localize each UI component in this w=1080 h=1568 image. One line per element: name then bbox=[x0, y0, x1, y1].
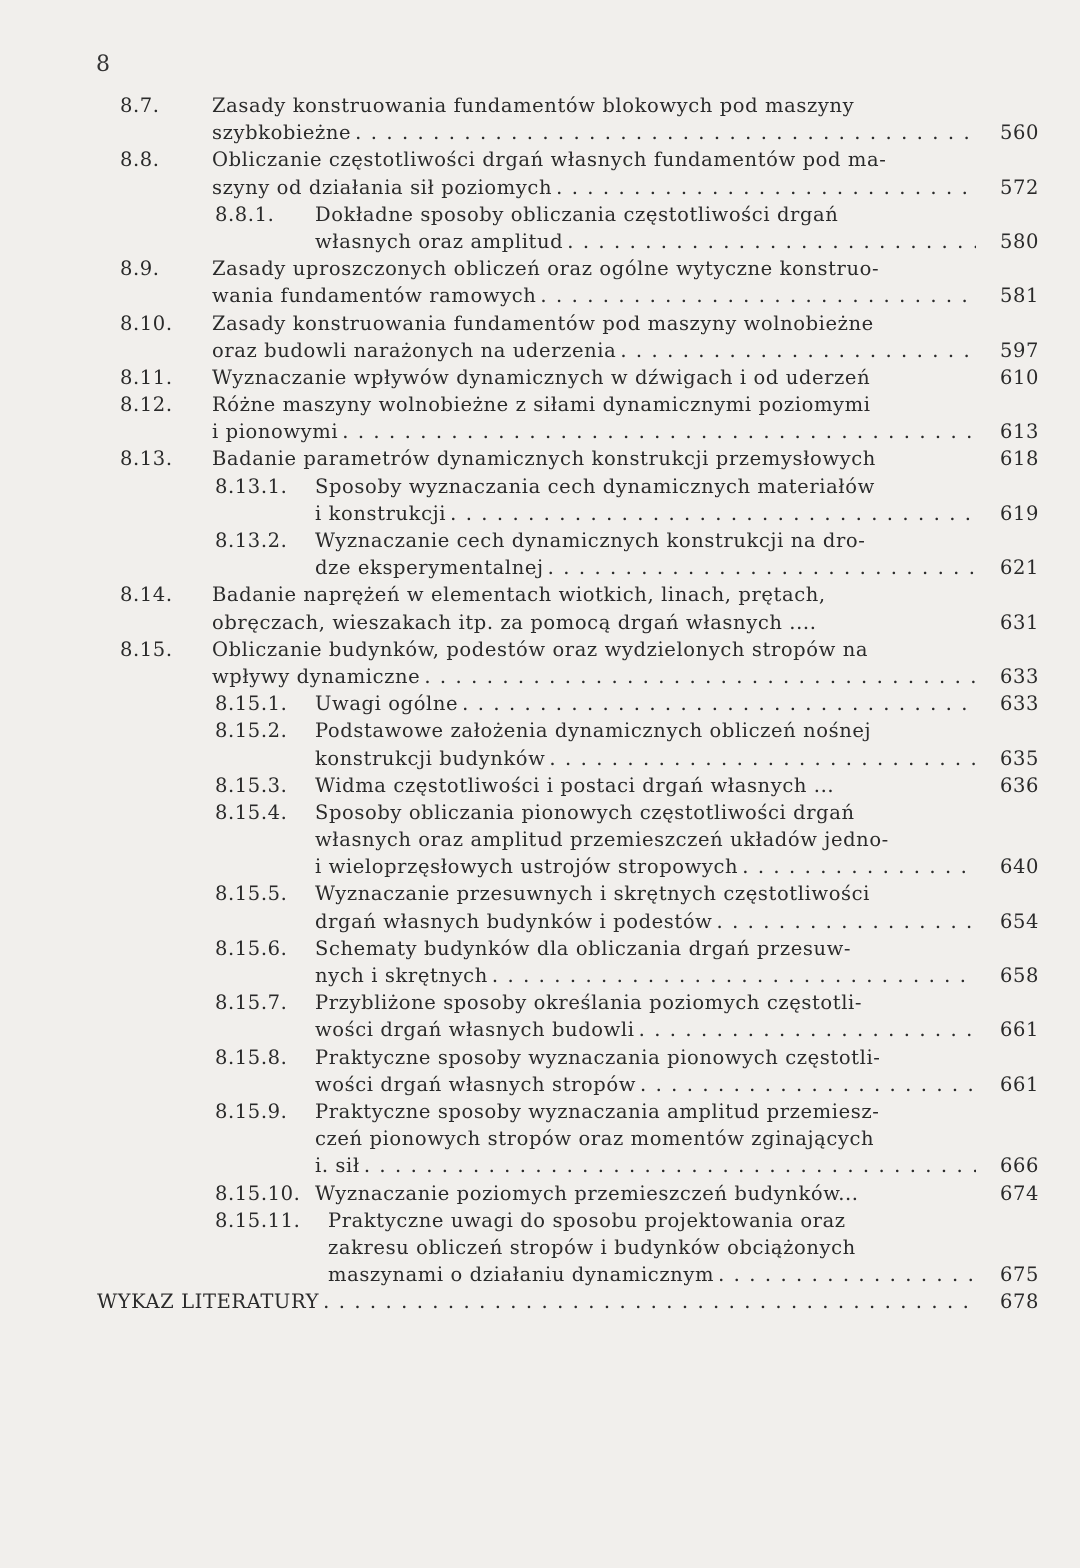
section-title: własnych oraz amplitud bbox=[315, 229, 564, 253]
section-number: 8.7. bbox=[120, 94, 160, 117]
toc-line bbox=[0, 1261, 1080, 1288]
toc-line bbox=[0, 500, 1080, 527]
page-ref: 666 bbox=[1000, 1154, 1040, 1178]
page-ref: 572 bbox=[1000, 175, 1040, 199]
toc-line bbox=[0, 174, 1080, 201]
toc-line bbox=[0, 989, 1080, 1016]
dot-leader bbox=[556, 174, 976, 201]
dot-leader bbox=[640, 1071, 976, 1098]
section-title: Zasady konstruowania fundamentów blokowych pod maszyny bbox=[212, 94, 855, 117]
section-title: szybkobieżne bbox=[212, 121, 352, 145]
dot-leader bbox=[355, 119, 976, 146]
toc-line bbox=[0, 1044, 1080, 1071]
toc-line bbox=[0, 1234, 1080, 1261]
toc-line bbox=[0, 880, 1080, 907]
page-ref: 631 bbox=[1000, 610, 1040, 634]
section-number: 8.13.1. bbox=[215, 474, 288, 498]
section-number: 8.15.2. bbox=[215, 719, 288, 743]
section-number: 8.15.10. bbox=[215, 1181, 301, 1205]
section-title: Widma częstotliwości i postaci drgań własnych ... bbox=[315, 773, 835, 797]
page-ref: 678 bbox=[1000, 1290, 1040, 1314]
section-title: wości drgań własnych budowli bbox=[315, 1018, 635, 1042]
toc-entry bbox=[0, 473, 1080, 527]
toc-entry bbox=[0, 880, 1080, 934]
toc-line bbox=[0, 310, 1080, 337]
toc-entry bbox=[0, 581, 1080, 635]
section-title: Obliczanie budynków, podestów oraz wydzielonych stropów na bbox=[212, 637, 869, 661]
section-title: konstrukcji budynków bbox=[315, 746, 546, 770]
section-title: Dokładne sposoby obliczania częstotliwości drgań bbox=[315, 202, 839, 226]
dot-leader bbox=[639, 1016, 976, 1043]
section-title: Podstawowe założenia dynamicznych obliczeń nośnej bbox=[315, 719, 872, 743]
toc-entry bbox=[0, 690, 1080, 717]
section-number: 8.15.8. bbox=[215, 1045, 288, 1069]
toc-entry bbox=[0, 364, 1080, 391]
toc-line bbox=[0, 1125, 1080, 1152]
section-title: Różne maszyny wolnobieżne z siłami dynamicznymi poziomymi bbox=[212, 393, 871, 417]
toc-entry bbox=[0, 1207, 1080, 1289]
section-title: Sposoby wyznaczania cech dynamicznych materiałów bbox=[315, 474, 875, 498]
page-ref: 610 bbox=[1000, 365, 1040, 389]
page-ref: 661 bbox=[1000, 1072, 1040, 1096]
section-title: i konstrukcji bbox=[315, 501, 447, 525]
toc-line bbox=[0, 146, 1080, 173]
page-ref: 621 bbox=[1000, 556, 1040, 580]
toc-entry bbox=[0, 636, 1080, 690]
toc-line bbox=[0, 1071, 1080, 1098]
dot-leader bbox=[342, 418, 976, 445]
toc-line bbox=[0, 772, 1080, 799]
toc-entry bbox=[0, 989, 1080, 1043]
toc-line bbox=[0, 717, 1080, 744]
toc-line bbox=[0, 337, 1080, 364]
page-ref: 658 bbox=[1000, 964, 1040, 987]
dot-leader bbox=[540, 282, 976, 309]
toc-entry bbox=[0, 1044, 1080, 1098]
toc-line bbox=[0, 201, 1080, 228]
page-ref: 613 bbox=[1000, 420, 1040, 444]
dot-leader bbox=[549, 745, 976, 772]
toc-line bbox=[0, 636, 1080, 663]
table-of-contents bbox=[0, 92, 1080, 1315]
toc-line bbox=[0, 826, 1080, 853]
toc-entry bbox=[0, 255, 1080, 309]
dot-leader bbox=[364, 1152, 976, 1179]
section-number: 8.15.7. bbox=[215, 991, 288, 1015]
section-number: 8.15.5. bbox=[215, 882, 288, 906]
dot-leader bbox=[424, 663, 976, 690]
dot-leader bbox=[462, 690, 976, 717]
dot-leader bbox=[450, 500, 976, 527]
toc-entry bbox=[0, 1288, 1080, 1315]
toc-entry bbox=[0, 772, 1080, 799]
toc-entry bbox=[0, 391, 1080, 445]
toc-line bbox=[0, 473, 1080, 500]
section-number: 8.13.2. bbox=[215, 529, 288, 552]
section-number: 8.9. bbox=[120, 257, 160, 281]
section-number: 8.10. bbox=[120, 311, 173, 335]
page-ref: 661 bbox=[1000, 1018, 1040, 1042]
toc-line bbox=[0, 609, 1080, 636]
toc-line bbox=[0, 799, 1080, 826]
page-ref: 635 bbox=[1000, 746, 1040, 770]
toc-entry bbox=[0, 310, 1080, 364]
toc-line bbox=[0, 935, 1080, 962]
toc-line bbox=[0, 1152, 1080, 1179]
section-title: i. sił bbox=[315, 1154, 360, 1178]
section-title: WYKAZ LITERATURY bbox=[97, 1290, 320, 1314]
toc-entry bbox=[0, 1180, 1080, 1207]
dot-leader bbox=[548, 554, 976, 581]
section-number: 8.14. bbox=[120, 583, 173, 607]
dot-leader bbox=[716, 908, 976, 935]
section-title: obręczach, wieszakach itp. za pomocą drgań własnych .... bbox=[212, 610, 817, 634]
section-title: szyny od działania sił poziomych bbox=[212, 175, 553, 199]
toc-line bbox=[0, 1207, 1080, 1234]
page-ref: 581 bbox=[1000, 284, 1040, 308]
toc-line bbox=[0, 364, 1080, 391]
section-title: Sposoby obliczania pionowych częstotliwości drgań bbox=[315, 800, 855, 824]
section-title: maszynami o działaniu dynamicznym bbox=[328, 1263, 715, 1287]
section-number: 8.15.4. bbox=[215, 800, 288, 824]
section-number: 8.15.11. bbox=[215, 1208, 301, 1232]
section-title: Przybliżone sposoby określania poziomych częstotli- bbox=[315, 991, 863, 1015]
toc-line bbox=[0, 1098, 1080, 1125]
toc-line bbox=[0, 1016, 1080, 1043]
toc-entry bbox=[0, 92, 1080, 146]
section-number: 8.15.9. bbox=[215, 1099, 288, 1123]
toc-line bbox=[0, 527, 1080, 554]
section-number: 8.11. bbox=[120, 365, 173, 389]
section-title: Zasady uproszczonych obliczeń oraz ogólne wytyczne konstruo- bbox=[212, 257, 880, 281]
toc-entry bbox=[0, 527, 1080, 581]
toc-line bbox=[0, 1288, 1080, 1315]
page-ref: 597 bbox=[1000, 338, 1040, 362]
dot-leader bbox=[718, 1261, 976, 1288]
toc-entry bbox=[0, 201, 1080, 255]
toc-line bbox=[0, 690, 1080, 717]
section-title: Wyznaczanie wpływów dynamicznych w dźwigach i od uderzeń bbox=[212, 365, 871, 389]
section-title: Zasady konstruowania fundamentów pod maszyny wolnobieżne bbox=[212, 311, 874, 335]
section-number: 8.15.1. bbox=[215, 692, 288, 716]
toc-entry bbox=[0, 445, 1080, 472]
section-title: wości drgań własnych stropów bbox=[315, 1072, 636, 1096]
section-title: własnych oraz amplitud przemieszczeń układów jedno- bbox=[315, 828, 889, 852]
toc-line bbox=[0, 282, 1080, 309]
toc-line bbox=[0, 255, 1080, 282]
toc-line bbox=[0, 554, 1080, 581]
toc-line bbox=[0, 119, 1080, 146]
section-title: i pionowymi bbox=[212, 420, 339, 444]
dot-leader bbox=[620, 337, 976, 364]
dot-leader bbox=[492, 962, 976, 989]
section-title: Wyznaczanie cech dynamicznych konstrukcji na dro- bbox=[315, 529, 866, 552]
toc-entry bbox=[0, 146, 1080, 200]
page-number: 8 bbox=[96, 52, 110, 77]
page-ref: 640 bbox=[1000, 855, 1040, 879]
page-ref: 674 bbox=[1000, 1181, 1040, 1205]
page-ref: 675 bbox=[1000, 1263, 1040, 1287]
toc-line bbox=[0, 581, 1080, 608]
section-title: Wyznaczanie przesuwnych i skrętnych częstotliwości bbox=[315, 882, 871, 906]
section-title: i wieloprzęsłowych ustrojów stropowych bbox=[315, 855, 739, 879]
toc-line bbox=[0, 391, 1080, 418]
toc-line bbox=[0, 418, 1080, 445]
page-ref: 654 bbox=[1000, 909, 1040, 933]
toc-line bbox=[0, 745, 1080, 772]
toc-line bbox=[0, 92, 1080, 119]
page-ref: 633 bbox=[1000, 692, 1040, 716]
section-title: dze eksperymentalnej bbox=[315, 556, 544, 580]
section-number: 8.15.3. bbox=[215, 773, 288, 797]
page-ref: 636 bbox=[1000, 773, 1040, 797]
toc-entry bbox=[0, 1098, 1080, 1180]
section-title: Badanie parametrów dynamicznych konstrukcji przemysłowych bbox=[212, 447, 876, 471]
section-title: Praktyczne uwagi do sposobu projektowania oraz bbox=[328, 1208, 846, 1232]
section-title: Schematy budynków dla obliczania drgań przesuw- bbox=[315, 936, 852, 960]
toc-line bbox=[0, 853, 1080, 880]
section-title: oraz budowli narażonych na uderzenia bbox=[212, 338, 617, 362]
page-ref: 580 bbox=[1000, 229, 1040, 253]
toc-line bbox=[0, 908, 1080, 935]
section-number: 8.15.6. bbox=[215, 936, 288, 960]
toc-line bbox=[0, 1180, 1080, 1207]
page-ref: 633 bbox=[1000, 664, 1040, 688]
section-title: wania fundamentów ramowych bbox=[212, 284, 537, 308]
section-number: 8.13. bbox=[120, 447, 173, 471]
section-title: wpływy dynamiczne bbox=[212, 664, 421, 688]
dot-leader bbox=[567, 228, 976, 255]
toc-entry bbox=[0, 799, 1080, 881]
page-ref: 619 bbox=[1000, 501, 1040, 525]
section-number: 8.12. bbox=[120, 393, 173, 417]
section-title: Wyznaczanie poziomych przemieszczeń budynków... bbox=[315, 1181, 859, 1205]
toc-entry bbox=[0, 935, 1080, 989]
section-title: Obliczanie częstotliwości drgań własnych fundamentów pod ma- bbox=[212, 148, 887, 172]
section-title: drgań własnych budynków i podestów bbox=[315, 909, 713, 933]
section-title: Badanie naprężeń w elementach wiotkich, linach, prętach, bbox=[212, 583, 826, 607]
section-title: nych i skrętnych bbox=[315, 964, 488, 987]
toc-line bbox=[0, 663, 1080, 690]
dot-leader bbox=[742, 853, 976, 880]
toc-line bbox=[0, 962, 1080, 989]
section-number: 8.8. bbox=[120, 148, 160, 172]
section-number: 8.15. bbox=[120, 637, 173, 661]
toc-line bbox=[0, 445, 1080, 472]
page-ref: 560 bbox=[1000, 121, 1040, 145]
dot-leader bbox=[323, 1288, 976, 1315]
page-ref: 618 bbox=[1000, 447, 1040, 471]
section-number: 8.8.1. bbox=[215, 202, 275, 226]
section-title: zakresu obliczeń stropów i budynków obciążonych bbox=[328, 1235, 856, 1259]
section-title: Praktyczne sposoby wyznaczania pionowych częstotli- bbox=[315, 1045, 881, 1069]
section-title: Praktyczne sposoby wyznaczania amplitud przemiesz- bbox=[315, 1099, 880, 1123]
section-title: czeń pionowych stropów oraz momentów zginających bbox=[315, 1127, 875, 1151]
toc-line bbox=[0, 228, 1080, 255]
toc-entry bbox=[0, 717, 1080, 771]
section-title: Uwagi ogólne bbox=[315, 692, 459, 716]
